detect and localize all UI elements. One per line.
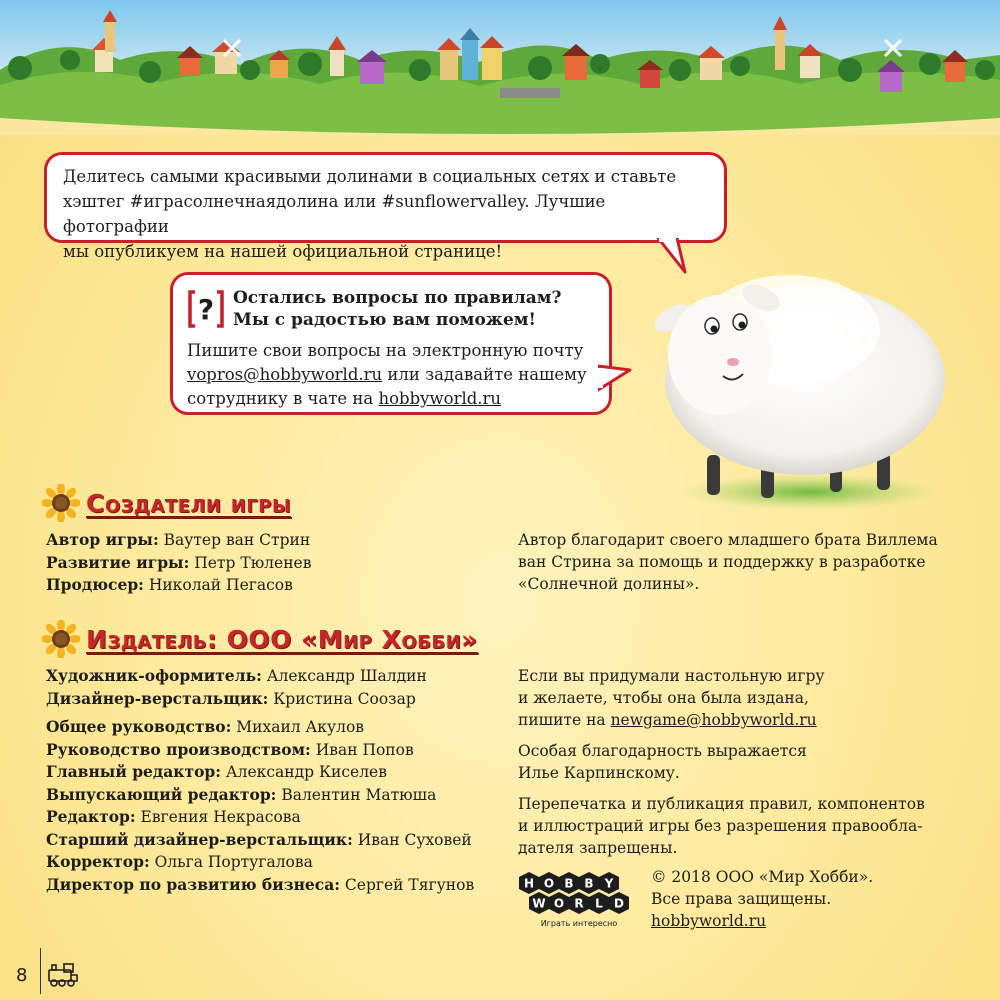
questions-bubble <box>170 272 612 415</box>
credit-row <box>46 739 474 762</box>
logo-letter: D <box>614 896 624 911</box>
creators-list <box>46 529 311 597</box>
credit-role: Дизайнер-верстальщик: <box>46 688 269 708</box>
logo-letter: W <box>532 896 546 911</box>
site-link[interactable]: hobbyworld.ru <box>378 389 502 408</box>
credit-name: Иван Суховей <box>352 830 472 849</box>
train-icon <box>46 961 80 987</box>
questions-body-text: или задавайте нашему <box>382 365 587 384</box>
credit-name: Петр Тюленев <box>189 553 312 572</box>
publisher-notes <box>518 665 925 859</box>
publisher-heading-text: Издатель: ООО «Мир Хобби» <box>86 624 478 654</box>
copyright-block <box>651 866 873 932</box>
thanks-line: Автор благодарит своего младшего брата Виллема <box>518 531 938 549</box>
page-divider <box>40 948 41 994</box>
credit-row <box>46 574 311 597</box>
credit-row <box>46 851 474 874</box>
creators-heading <box>42 484 291 522</box>
logo-tagline: Играть интересно <box>540 919 618 928</box>
newgame-email-link[interactable]: newgame@hobbyworld.ru <box>610 711 817 729</box>
credit-name: Николай Пегасов <box>143 576 293 594</box>
logo-letter: B <box>584 876 594 891</box>
credit-row <box>46 552 311 575</box>
credit-role: Автор игры: <box>46 530 159 549</box>
thanks-line: ван Стрина за помощь и поддержку в разработке <box>518 553 926 571</box>
newgame-prefix: пишите на <box>518 711 611 729</box>
copyright-line: Все права защищены. <box>651 890 832 908</box>
credit-row <box>46 529 311 552</box>
credit-name: Ваутер ван Стрин <box>158 531 311 549</box>
credit-role: Продюсер: <box>46 575 144 594</box>
newgame-line: Если вы придумали настольную игру <box>518 667 825 685</box>
credit-name: Валентин Матюша <box>276 785 437 804</box>
special-thanks-line: Особая благодарность выражается <box>518 742 807 760</box>
logo-letter: Y <box>604 876 614 891</box>
credit-name: Сергей Тягунов <box>340 875 475 894</box>
credit-name: Кристина Соозар <box>268 689 416 708</box>
credit-role: Главный редактор: <box>46 762 221 781</box>
credit-role: Выпускающий редактор: <box>46 784 277 804</box>
credit-name: Михаил Акулов <box>231 718 365 736</box>
reprint-line: Перепечатка и публикация правил, компонентов <box>518 795 925 813</box>
question-icon <box>187 289 225 329</box>
credit-row <box>46 829 474 852</box>
credit-role: Художник-оформитель: <box>46 666 262 685</box>
sheep-illustration <box>615 240 945 515</box>
credit-role: Директор по развитию бизнеса: <box>46 874 340 894</box>
credit-name: Александр Киселев <box>221 763 387 781</box>
questions-title-line2: Мы с радостью вам поможем! <box>233 310 537 330</box>
credit-row <box>46 761 474 784</box>
special-thanks-line: Илье Карпинскому. <box>518 764 680 782</box>
svg-text:?: ? <box>197 293 215 326</box>
credit-row <box>46 665 474 688</box>
thanks-line: «Солнечной долины». <box>518 575 700 593</box>
support-email-link[interactable]: vopros@hobbyworld.ru <box>187 365 383 384</box>
credit-name: Ольга Португалова <box>149 853 313 871</box>
newgame-line: и желаете, чтобы она была издана, <box>518 689 809 707</box>
questions-body-text: сотруднику в чате на <box>187 389 379 408</box>
creators-heading-text: Создатели игры <box>86 488 292 518</box>
credit-role: Общее руководство: <box>46 717 232 736</box>
copyright-site-link[interactable]: hobbyworld.ru <box>651 912 767 930</box>
credit-row <box>46 784 474 807</box>
credit-name: Евгения Некрасова <box>135 808 301 826</box>
logo-letter: R <box>574 896 584 911</box>
credit-role: Старший дизайнер-верстальщик: <box>46 829 353 849</box>
page-number: 8 <box>16 965 28 986</box>
credit-row <box>46 806 474 829</box>
logo-letter: O <box>543 876 555 891</box>
credit-row <box>46 716 474 739</box>
logo-letter: B <box>564 876 574 891</box>
questions-body-line1: Пишите свои вопросы на электронную почту <box>187 341 584 360</box>
village-banner <box>0 0 1000 135</box>
village-landscape-icon <box>0 0 1000 135</box>
reprint-line: дателя запрещены. <box>518 839 678 857</box>
credit-role: Руководство производством: <box>46 739 311 759</box>
publisher-list <box>46 665 474 896</box>
share-text-line: мы опубликуем на нашей официальной странице! <box>63 242 503 261</box>
logo-letter: L <box>595 896 603 911</box>
logo-letter: H <box>523 876 535 891</box>
sunflower-icon <box>42 484 80 522</box>
share-text-line: Делитесь самыми красивыми долинами в социальных сетях и ставьте <box>63 167 677 186</box>
credit-role: Редактор: <box>46 807 136 826</box>
credit-row <box>46 688 474 711</box>
share-bubble <box>44 152 727 261</box>
copyright-line: © 2018 ООО «Мир Хобби». <box>651 868 874 886</box>
share-text-line: хэштег #играсолнечнаядолина или #sunflowervalley. Лучшие фотографии <box>63 192 606 236</box>
publisher-heading <box>42 620 478 658</box>
sunflower-icon <box>42 620 80 658</box>
hobby-world-logo <box>517 870 639 932</box>
reprint-line: и иллюстраций игры без разрешения правообла- <box>518 817 923 835</box>
credit-row <box>46 874 474 897</box>
logo-letter: O <box>553 896 565 911</box>
credit-role: Развитие игры: <box>46 552 190 572</box>
credit-role: Корректор: <box>46 852 150 871</box>
credit-name: Александр Шалдин <box>261 667 427 685</box>
author-thanks <box>518 529 938 595</box>
credit-name: Иван Попов <box>310 740 414 759</box>
questions-title-line1: Остались вопросы по правилам? <box>233 288 562 308</box>
